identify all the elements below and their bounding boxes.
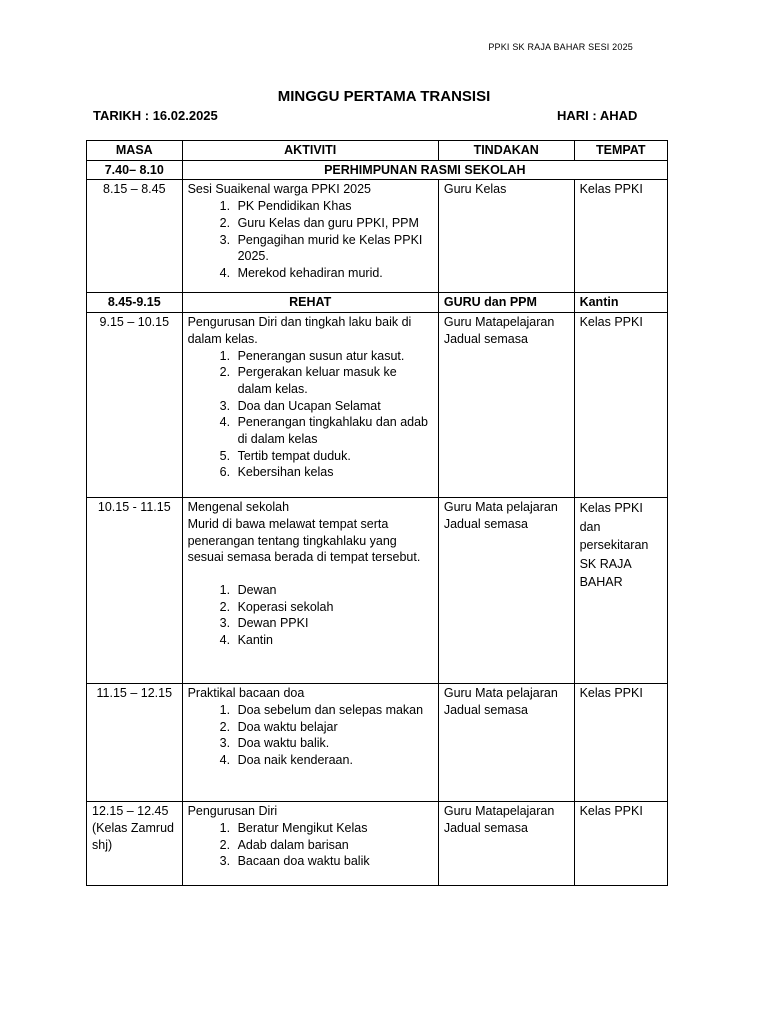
document-title: MINGGU PERTAMA TRANSISI bbox=[277, 88, 491, 105]
cell-masa: 11.15 – 12.15 bbox=[87, 684, 183, 802]
cell-masa: 8.15 – 8.45 bbox=[87, 180, 183, 293]
cell-tempat: Kelas PPKI bbox=[574, 180, 667, 293]
cell-masa: 9.15 – 10.15 bbox=[87, 313, 183, 498]
table-row bbox=[87, 313, 668, 498]
cell-tempat: Kantin bbox=[574, 293, 667, 313]
cell-masa: 12.15 – 12.45 (Kelas Zamrud shj) bbox=[87, 802, 183, 886]
activity-title: Pengurusan Diri bbox=[187, 804, 278, 819]
tindakan-line: Guru Mata pelajaran bbox=[443, 500, 558, 515]
activity-description: Murid di bawa melawat tempat serta penerangan tentang tingkahlaku yang sesuai semasa berada di tempat tersebut. bbox=[187, 516, 421, 565]
header-aktiviti: AKTIVITI bbox=[182, 141, 438, 161]
cell-tempat: Kelas PPKI bbox=[574, 313, 667, 498]
table-row bbox=[87, 160, 668, 180]
header-masa: MASA bbox=[87, 141, 183, 161]
cell-tempat: Kelas PPKI bbox=[574, 802, 667, 886]
date-label: TARIKH : 16.02.2025 bbox=[93, 108, 218, 123]
cell-tindakan bbox=[438, 802, 574, 886]
header-tindakan: TINDAKAN bbox=[438, 141, 574, 161]
cell-masa: 10.15 - 11.15 bbox=[87, 498, 183, 684]
cell-masa: 7.40– 8.10 bbox=[87, 160, 183, 180]
cell-tempat: Kelas PPKI bbox=[574, 684, 667, 802]
header-tempat: TEMPAT bbox=[574, 141, 667, 161]
tindakan-line: Jadual semasa bbox=[443, 516, 528, 531]
activity-list bbox=[188, 820, 433, 870]
activity-title: Mengenal sekolah bbox=[187, 500, 290, 515]
tindakan-line: Jadual semasa bbox=[443, 820, 528, 835]
page-header: PPKI SK RAJA BAHAR SESI 2025 bbox=[488, 42, 633, 52]
cell-aktiviti: REHAT bbox=[182, 293, 438, 313]
cell-aktiviti bbox=[182, 180, 438, 293]
activity-list bbox=[188, 198, 433, 282]
activity-list bbox=[188, 582, 433, 649]
list-item: 1. Beratur Mengikut Kelas bbox=[234, 820, 433, 837]
list-item: 3. Doa waktu balik. bbox=[234, 735, 433, 752]
tindakan-line: Guru Matapelajaran bbox=[443, 315, 555, 330]
list-item: 1. Penerangan susun atur kasut. bbox=[234, 348, 433, 365]
tindakan-line: Jadual semasa bbox=[443, 331, 528, 346]
list-item: 1. Doa sebelum dan selepas makan bbox=[234, 702, 433, 719]
table-row bbox=[87, 293, 668, 313]
cell-tindakan bbox=[438, 313, 574, 498]
day-label: HARI : AHAD bbox=[557, 108, 638, 123]
list-item: 1. Dewan bbox=[234, 582, 433, 599]
schedule-table bbox=[86, 140, 668, 886]
cell-tindakan: GURU dan PPM bbox=[438, 293, 574, 313]
table-header-row bbox=[87, 141, 668, 161]
table-row bbox=[87, 180, 668, 293]
list-item: 4. Penerangan tingkahlaku dan adab di dalam kelas bbox=[234, 414, 433, 447]
activity-title: Sesi Suaikenal warga PPKI 2025 bbox=[187, 182, 372, 197]
list-item: 3. Dewan PPKI bbox=[234, 615, 433, 632]
list-item: 2. Doa waktu belajar bbox=[234, 719, 433, 736]
cell-aktiviti bbox=[182, 313, 438, 498]
tindakan-line: Jadual semasa bbox=[443, 702, 528, 717]
cell-aktiviti bbox=[182, 498, 438, 684]
list-item: 4. Merekod kehadiran murid. bbox=[234, 265, 433, 282]
list-item: 6. Kebersihan kelas bbox=[234, 464, 433, 481]
list-item: 2. Guru Kelas dan guru PPKI, PPM bbox=[234, 215, 433, 232]
tindakan-line: Guru Matapelajaran bbox=[443, 804, 555, 819]
cell-tindakan: Guru Kelas bbox=[438, 180, 574, 293]
list-item: 2. Pergerakan keluar masuk ke dalam kelas. bbox=[234, 364, 433, 397]
list-item: 3. Pengagihan murid ke Kelas PPKI 2025. bbox=[234, 232, 433, 265]
tindakan-line: Guru Mata pelajaran bbox=[443, 686, 558, 701]
activity-list bbox=[188, 702, 433, 769]
cell-tempat bbox=[574, 498, 667, 684]
list-item: 4. Doa naik kenderaan. bbox=[234, 752, 433, 769]
list-item: 4. Kantin bbox=[234, 632, 433, 649]
table-row bbox=[87, 498, 668, 684]
list-item: 3. Doa dan Ucapan Selamat bbox=[234, 398, 433, 415]
table-row bbox=[87, 684, 668, 802]
activity-list bbox=[188, 348, 433, 482]
cell-tindakan bbox=[438, 498, 574, 684]
list-item: 1. PK Pendidikan Khas bbox=[234, 198, 433, 215]
tempat-text: Kelas PPKI dan persekitaran SK RAJA BAHAR bbox=[579, 501, 649, 590]
list-item: 5. Tertib tempat duduk. bbox=[234, 448, 433, 465]
cell-masa: 8.45-9.15 bbox=[87, 293, 183, 313]
cell-aktiviti bbox=[182, 802, 438, 886]
activity-title: Praktikal bacaan doa bbox=[187, 686, 305, 701]
list-item: 2. Adab dalam barisan bbox=[234, 837, 433, 854]
table-row bbox=[87, 802, 668, 886]
list-item: 2. Koperasi sekolah bbox=[234, 599, 433, 616]
cell-tindakan bbox=[438, 684, 574, 802]
cell-aktiviti: PERHIMPUNAN RASMI SEKOLAH bbox=[182, 160, 667, 180]
list-item: 3. Bacaan doa waktu balik bbox=[234, 853, 433, 870]
activity-title: Pengurusan Diri dan tingkah laku baik di dalam kelas. bbox=[187, 315, 412, 346]
cell-aktiviti bbox=[182, 684, 438, 802]
